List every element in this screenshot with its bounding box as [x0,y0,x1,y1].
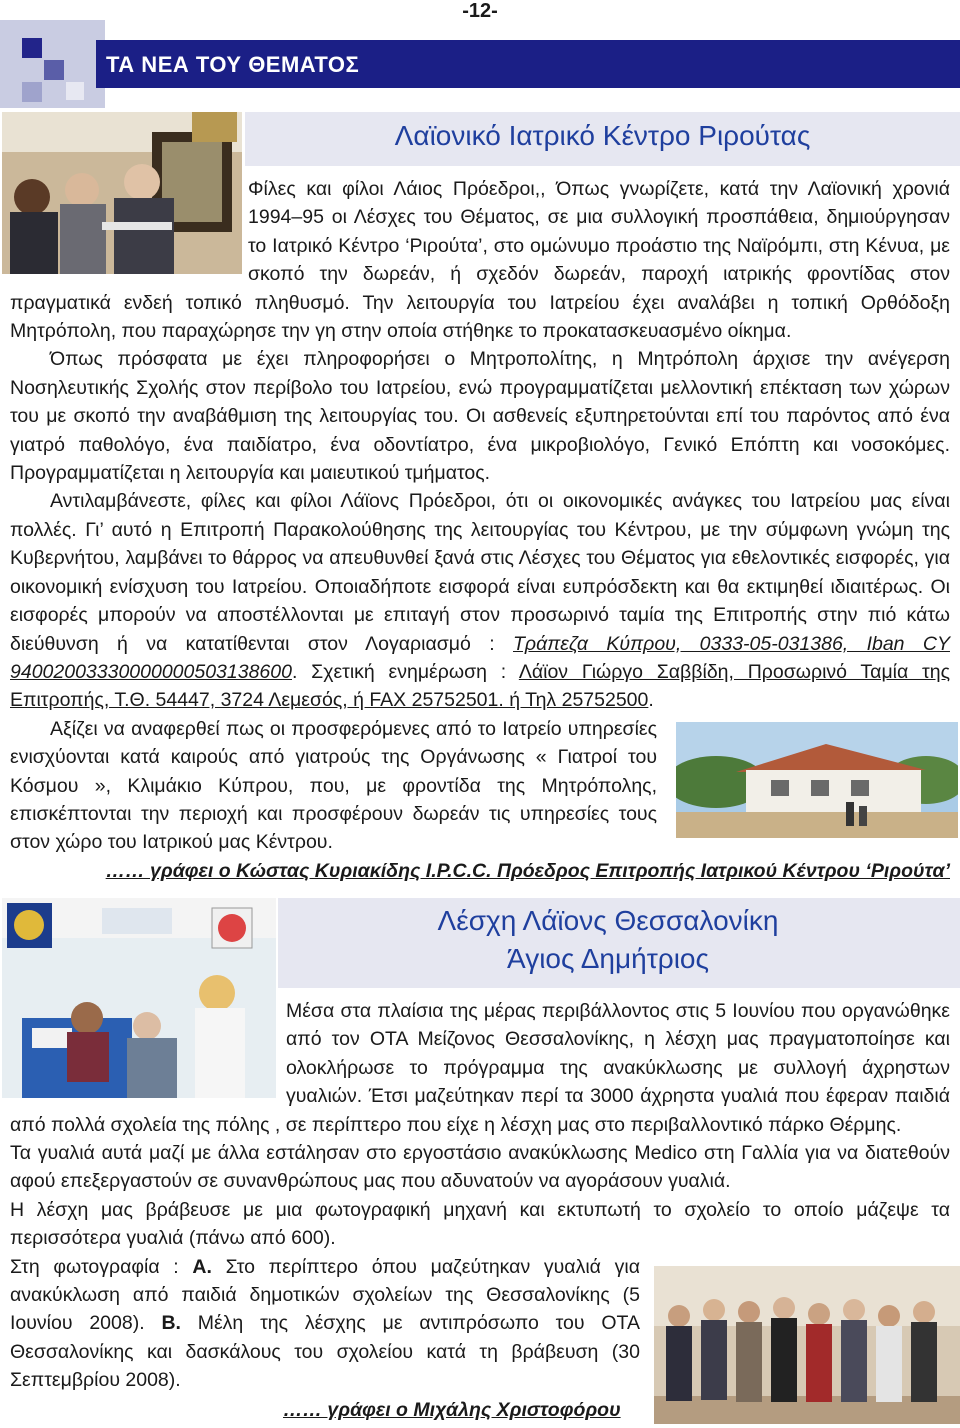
article-paragraph: Αξίζει να αναφερθεί πως οι προσφερόμενες από το Ιατρείο υπηρεσίες ενισχύονται κατά καιρούς από γιατρούς της Οργάνωσης « Γιατροί του Κόσμου », Κλιμάκιο Κύπρου, που, με φροντίδα της Μητρόπολης, επισκέπτονται την περιοχή και προσφέρουν δωρεάν τις υπηρεσίες τους στον χώρο του Ιατρικού μας Κέντρου. [10,717,657,854]
article-paragraph-text: . Σχετική ενημέρωση : [291,660,519,683]
article-title [278,902,938,978]
contact-link[interactable]: Λάϊον Γιώργο Σαββίδη, Προσωρινό Ταμία της Επιτροπής, Τ.Θ. 54447, 3724 Λεμεσός, ή FAX 25752501. ή Τηλ 25752500 [10,660,950,712]
float-spacer [10,175,248,288]
section-banner [0,20,960,108]
caption-label: Α. [192,1255,212,1278]
article-paragraph: Φίλες και φίλοι Λάιος Πρόεδροι,, Όπως γνωρίζετε, κατά την Λαϊονική χρονιά 1994–95 οι Λέσχες του Θέματος, σε μια συλλογική προσπάθεια, δημιούργησαν το Ιατρικό Κέντρο ‘Ριρούτα’, στο ομώνυμο προάστιο της Ναϊρόμπι, στη Κένυα, με σκοπό την δωρεάν, ή σχεδόν δωρεάν, παροχή ιατρικής φροντίδας στον πραγματικά ενδεή τοπικό πληθυσμό. Την λειτουργία του Ιατρείου έχει αναλάβει η τοπική Ορθόδοξη Μητρόπολη, που παραχώρησε την γη στην οποία στήθηκε το προκατασκευασμένο οίκημα. [10,178,950,343]
article-paragraph-text: Αντιλαμβάνεστε, φίλες και φίλοι Λάϊονς Πρόεδροι, ότι οι οικονομικές ανάγκες του Ιατρείου μας είναι πολλές. Γι’ αυτό η Επιτροπή Παρακολούθησης της λειτουργίας του Κέντρου, με την σύμφωνη γνώμη της Κυβερνήτου, λαμβάνει το θάρρος να απευθυνθεί ξανά στις Λέσχες του Θέματος για εθελοντικές εισφορές, για οικονομική ενίσχυση του Ιατρείου. Οποιαδήποτε εισφορά είναι ευπρόσδεκτη και θα εκτιμηθεί ιδιαιτέρως. Οι εισφορές μπορούν να αποστέλλονται με επιταγή στον προσωρινό ταμία της Επιτροπής στην πιό κάτω διεύθυνση ή να κατατίθενται στον Λογαριασμό : [10,490,950,655]
banner-title: ΤΑ ΝΕΑ ΤΟΥ ΘΕΜΑΤΟΣ [106,52,360,77]
caption-text: Στο περίπτερο όπου μαζεύτηκαν γυαλιά για ανακύκλωση από παιδιά δημοτικών σχολείων της Θεσσαλονίκης (5 Ιουνίου 2008). [10,1255,640,1335]
article-title: Λαϊονικό Ιατρικό Κέντρο Ριρούτας [394,120,811,151]
banner-square-icon [44,60,64,80]
banner-square-icon [22,38,42,58]
caption-label: Β. [161,1312,181,1335]
article-signature: …… γράφει ο Κώστας Κυριακίδης I.P.C.C. Πρόεδρος Επιτροπής Ιατρικού Κέντρου ‘Ριρούτα’ [105,859,950,882]
article-paragraph: Όπως πρόσφατα με έχει πληροφορήσει ο Μητροπολίτης, η Μητρόπολη άρχισε την ανέγερση Νοσηλευτικής Σχολής στον περίβολο του Ιατρείου, ενώ προγραμματίζεται μελλοντική επέκταση των χώρων του με σκοπό την αναβάθμιση της λειτουργίας του. Οι ασθενείς εξυπηρετούνται επί του παρόντος από ένα γιατρό παθολόγο, ένα παιδίατρο, ένα οδοντίατρο, ένα μικροβιολόγο, Γενικό Επόπτη και νοσοκόμες. Προγραμματίζεται η λειτουργία και μαιευτικού τμήματος. [10,348,950,485]
photo-clinic-building [676,722,958,838]
article-paragraph [10,487,950,714]
caption-text: Στη φωτογραφία : [10,1255,193,1278]
float-spacer [10,997,286,1110]
banner-square-icon [22,82,42,102]
caption-text: Μέλη της λέσχης με αντιπρόσωπο του ΟΤΑ Θεσσαλονίκης και δασκάλους του σχολείου κατά τη βράβευση (30 Σεπτεμβρίου 2008). [10,1312,640,1392]
article-paragraph-text: . [648,689,654,712]
article-title-line: Λέσχη Λάϊονς Θεσσαλονίκη [437,905,779,936]
article-title-line: Άγιος Δημήτριος [507,943,709,974]
article-paragraph: Η λέσχη μας βράβευσε με μια φωτογραφική μηχανή και εκτυπωτή το σχολείο το οποίο μάζεψε τα περισσότερα γυαλιά (πάνω από 600). [10,1198,950,1250]
bank-account-link[interactable]: Τράπεζα Κύπρου, 0333-05-031386, Iban CY 94002003330000000503138600 [10,632,950,683]
article-signature: …… γράφει ο Μιχάλης Χριστοφόρου [283,1399,621,1421]
article-paragraph: Μέσα στα πλαίσια της μέρας περιβάλλοντος στις 5 Ιουνίου που οργανώθηκε από τον ΟΤΑ Μείζονος Θεσσαλονίκης, η λέσχη μας πραγματοποίησε και ολοκλήρωσε το πρόγραμμα της ανακύκλωσης με συλλογή άχρηστων γυαλιών. Έτσι μαζεύτηκαν περί τα 3000 άχρηστα γυαλιά που έφεραν παιδιά από πολλά σχολεία της πόλης , σε περίπτερο που είχε η λέσχη μας στο περιβαλλοντικό πάρκο Θέρμης. [10,1000,950,1136]
article-paragraph: Τα γυαλιά αυτά μαζί με άλλα εστάλησαν στο εργοστάσιο ανακύκλωσης Medico στη Γαλλία για να διατεθούν αφού επεξεργαστούν σε συνανθρώπους μας που αδυνατούν να αγοράσουν γυαλιά. [10,1142,950,1193]
banner-square-icon [66,82,84,100]
page-number: -12- [462,0,498,22]
photo-award-ceremony [654,1266,960,1424]
